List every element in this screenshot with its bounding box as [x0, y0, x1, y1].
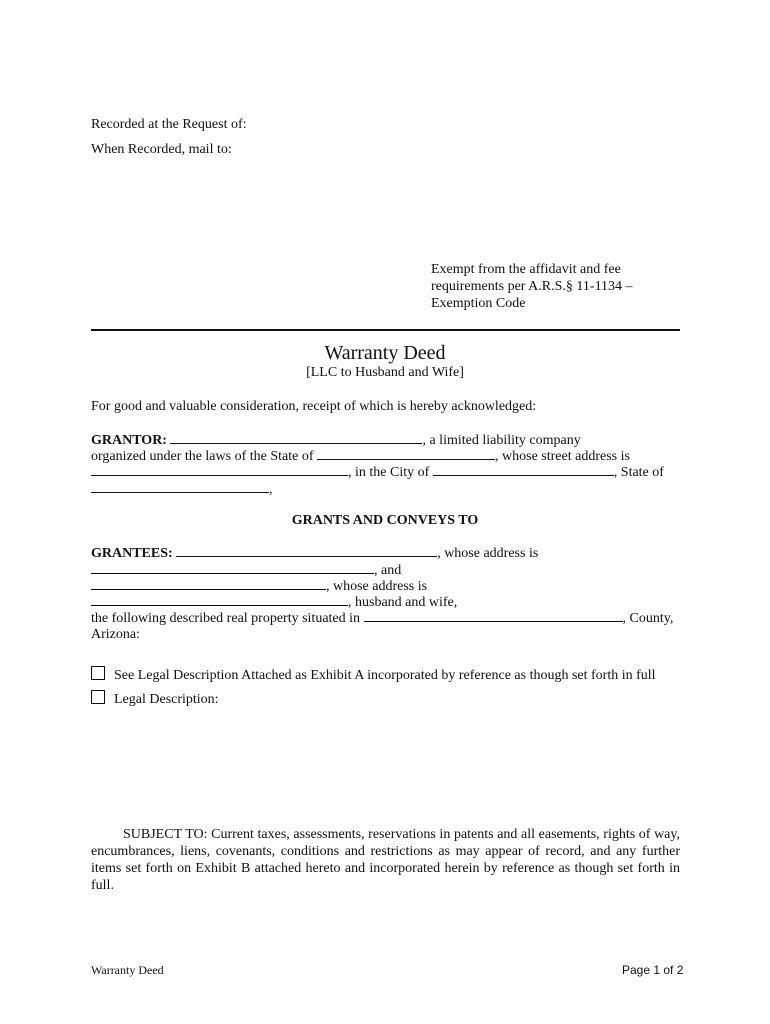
legal-description-checkbox[interactable] — [91, 690, 105, 704]
grantor-label: GRANTOR: — [91, 433, 167, 448]
legal-description-label: Legal Description: — [114, 692, 219, 707]
city-text: , in the City of — [348, 465, 430, 480]
exempt-line-3: Exemption Code — [431, 296, 526, 311]
property-text: the following described real property situated in — [91, 611, 361, 626]
footer-title: Warranty Deed — [91, 963, 164, 977]
when-recorded-label: When Recorded, mail to: — [91, 142, 232, 157]
grants-heading: GRANTS AND CONVEYS TO — [291, 513, 479, 528]
llc-text: , a limited liability company — [422, 433, 581, 448]
grantees-label: GRANTEES: — [91, 546, 173, 561]
street-address-blank[interactable] — [91, 463, 348, 476]
city-blank[interactable] — [433, 463, 614, 476]
grantor-line-3 — [91, 463, 664, 481]
whose-address-text: , whose address is — [437, 546, 539, 561]
state-blank[interactable] — [317, 447, 495, 460]
exhibit-a-label: See Legal Description Attached as Exhibit A incorporated by reference as though set forth in full — [114, 668, 656, 683]
and-text: , and — [374, 563, 402, 578]
grantees-line-1 — [91, 544, 538, 562]
grantees-line-5 — [91, 609, 673, 627]
subject-to-paragraph: SUBJECT TO: Current taxes, assessments, reservations in patents and all easements, rights of way, encumbrances, liens, covenants, conditions and restrictions as may appear of record, and any further items set forth on Exhibit B attached hereto and incorporated herein by reference as though set forth in full. — [91, 827, 680, 893]
exhibit-a-option — [91, 666, 656, 684]
page-number: Page 1 of 2 — [622, 963, 684, 977]
street-address-text: , whose street address is — [495, 449, 630, 464]
header-divider — [91, 329, 680, 331]
husband-wife-text: , husband and wife, — [348, 595, 458, 610]
document-subtitle: [LLC to Husband and Wife] — [306, 365, 464, 380]
exempt-line-1: Exempt from the affidavit and fee — [431, 262, 621, 277]
comma-text: , — [269, 482, 273, 497]
grantee-2-address-blank[interactable] — [91, 593, 348, 606]
county-text: , County, — [622, 611, 674, 626]
grantor-line-4 — [91, 480, 273, 498]
arizona-text: Arizona: — [91, 627, 140, 642]
grantee-1-address-blank[interactable] — [91, 561, 374, 574]
organized-text: organized under the laws of the State of — [91, 449, 314, 464]
legal-description-option — [91, 690, 219, 708]
grantor-name-blank[interactable] — [170, 431, 422, 444]
grantee-2-blank[interactable] — [91, 577, 326, 590]
state-of-blank[interactable] — [91, 480, 269, 493]
state-of-text: , State of — [613, 465, 664, 480]
whose-address-2-text: , whose address is — [326, 579, 428, 594]
grantee-1-blank[interactable] — [176, 544, 437, 557]
exempt-line-2: requirements per A.R.S.§ 11-1134 – — [431, 279, 633, 294]
recorded-request-label: Recorded at the Request of: — [91, 117, 247, 132]
exhibit-a-checkbox[interactable] — [91, 666, 105, 680]
county-blank[interactable] — [364, 609, 623, 622]
document-title: Warranty Deed — [324, 342, 446, 364]
consideration-text: For good and valuable consideration, receipt of which is hereby acknowledged: — [91, 399, 537, 414]
